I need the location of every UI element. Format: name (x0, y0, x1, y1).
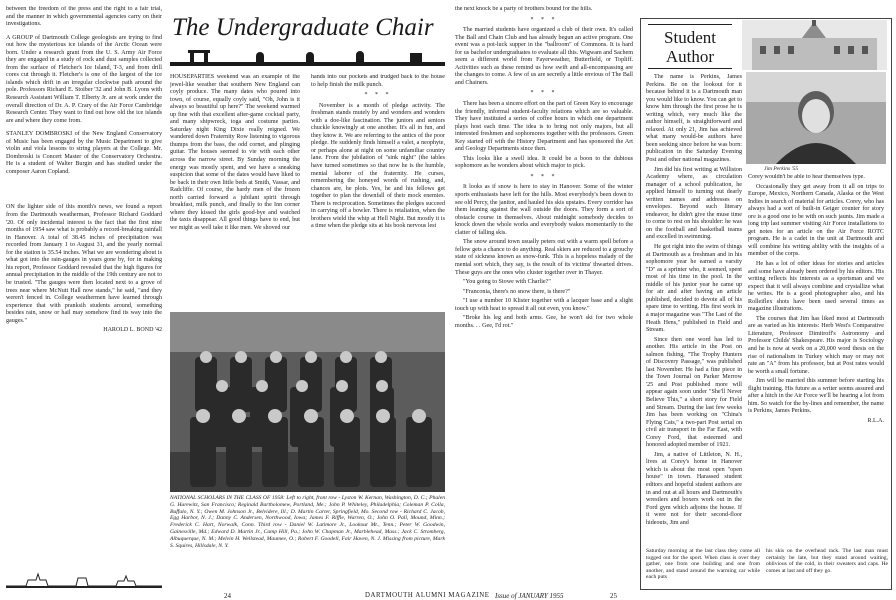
portrait-image (746, 72, 886, 164)
author-paragraph-5: Jim, a native of Littleton, N. H., lives at Corey's home in Hanover which is about the most open "open house" in town. Harassed student editors and hopeful student authors are in and out at all hours and Dartmouth's wrestlers and boxers work out in the Ford gym which adjoins the house. If it were not for their second-floor hideouts, Jim and (646, 451, 742, 526)
paragraph-pledges: November is a month of pledge activity. The freshman stands mutely by and wonders and wonders with a doe-like fascination. The juniors and seniors chuckle knowingly at one another. It's all in fun, and they know it. We are referring to the antics of the poor pledge. He suddenly finds himself a valet, a neophyte, or perhaps alone at night on some unfamiliar country lane. From the jubilation of "sink night" (the tables have turned sometimes so that now he is the humble, menial laborer of the fraternity. He curses, remembering the honeyed words of rushing, and, chances are, he plots. Yes, he and his fellows get together to plan the downfall of their mock enemies. There is reciprocation. Sometimes the pledges succeed in carrying off a bowler. There is retaliation, when the brothers wield the whip at Hell Night. But mostly it is a time when the pledge sits at his book nervous lest (311, 102, 445, 230)
paragraph-snow-funk: The snow around town usually peters out with a warm spell before a fellow gets a chance to do anything. Real skiers are reduced to a grouchy state of sickness known as snow-funk. This is a hopeless malady of the mental sort which, they say, is the result of its victims' thwarted drives. These guys are the ones who cluster together over in Thayer. (455, 239, 633, 276)
paragraph-snow: It looks as if snow is here to stay in Hanover. Some of the winter sports enthusiasts have left for the hills. Most everybody's been down to see old Percy, the janitor, and hauled his skis upstairs. Every corridor has them leaning against the wall outside the doors. They form a sort of obstacle course in themselves. About midnight somebody decides to knock down the whole works and everybody wakes momentarily to the clatter of falling skis. (455, 184, 633, 236)
student-author-title (650, 28, 730, 66)
paragraph-swell-idea: This looks like a swell idea. It could be a boon to the dubious sophomore as he wonders about which major to pick. (455, 155, 633, 170)
quote-broke-leg: "Broke his leg and both arms. Gee, he won't ski for two whole months. . . Gee, I'd rot." (455, 315, 633, 329)
chair-banner-drawing (170, 50, 445, 70)
chair-column-2 (311, 74, 445, 306)
author-paragraph-7: Occasionally they get away from it all on trips to Europe, Mexico, Northern Canada, Alaska or the West Indies in search of material for articles. Corey, who has always had a sort of built-in Geiger counter for story ore is a good one to be with on such jaunts. Jim made a long trip last summer visiting Air Force installations to get notes for an article on the Air Force ROTC program. He is a cadet in the unit at Dartmouth and will combine his writing ability with the insights of a member of the corps. (748, 183, 884, 258)
author-column-2 (748, 174, 884, 544)
jim-perkins-photo (746, 72, 886, 164)
paragraph-press: between the freedom of the press and the right to a fair trial, and the manner in which governmental agencies carry on their investigations. (6, 6, 162, 28)
national-scholars-photo (170, 312, 445, 492)
magazine-name: DARTMOUTH ALUMNI MAGAZINE (365, 592, 490, 599)
building-drawing (742, 20, 887, 70)
paragraph-dombroski: STANLEY DOMBROSKI of the New England Conservatory of Music has been engaged by the Music Department to give violin and viola lessons to string players at the College. Mr. Dombroski is Concert Master of the Conservatory Orchestra. He is a student of Walter Burgin and has studied under the composer Aaron Copland. (6, 131, 162, 175)
title-rule-bottom (648, 68, 732, 69)
section-divider: * * * (530, 90, 558, 97)
page-number-left: 24 (224, 592, 231, 600)
ski-continuation-2: his skis on the overhead rack. The last man must certainly be late, but they stand around waiting, oblivious of the cold, in their sweaters and caps. He comes at last and off they go. (766, 548, 888, 588)
title-line-author: Author (665, 47, 715, 66)
quote-stowe: "You going to Stowe with Charlie?" (463, 279, 551, 286)
paragraph-knock: the next knock be a party of brothers bound for the hills. (455, 6, 593, 12)
page-title: The Undergraduate Chair (172, 14, 434, 41)
left-column (6, 6, 162, 588)
quote-franconia: "Franconia, there's no snow there, is there?" (463, 288, 571, 295)
author-paragraph-1: The name is Perkins, James Perkins. Be on the lookout for it because behind it is a Dartmouth man you would like to know. You can get to know him through the first prose he is writing which, very much like the author himself, is straightforward and relaxed. At only 21, Jim has achieved what many would-be authors have been seeking since before he was born: publication in the Saturday Evening Post and other national magazines. (646, 74, 742, 164)
author-paragraph-2: Jim did his first writing at Williston Academy where, as circulation manager of a school publication, he applied himself to turning out dearly written names and addresses on envelopes. Beyond such literary endeavor, he didn't give the muse time to come to rest on his shoulder: he was on the football and basketball teams and excelled in swimming. (646, 166, 742, 241)
title-line-student: Student (664, 28, 716, 47)
paragraph-rainfall: ON the lighter side of this month's news, we found a report from the Dartmouth weatherman, Professor Richard Goddard '20. Of only incidental interest is the fact that the first nine months of 1954 saw what is probably a record-breaking rainfall in Hanover. A total of 38.45 inches of precipitation was recorded from January 1 to August 31, and the yearly normal for the station is 35.54 inches. What we are wondering about is what got into the rain-gauges in years gone by, for in making his report, Professor Goddard revealed that the high figures for annual precipitation in the middle of the 19th century are not to be trusted. "The gauges were then located next to a grove of trees near where McNutt Hall now stands," he said, "and they weren't fenced in. College weathermen have learned through experience that with pranksih students around, something besides rain, snow or hail may somehow find its way into the gauges." (6, 204, 162, 324)
photo-label: Jim Perkins '55 (764, 166, 799, 172)
section-divider: * * * (530, 16, 558, 23)
author-column-1 (646, 74, 742, 544)
town-drawing (6, 570, 162, 588)
author-paragraph-10: Jim will be married this summer before starting his flight training. His future as a writer seems assured and after a hitch in the Air Force we'll be hearing a lot from him. So watch for the by-lines and remember, the name is Perkins, James Perkins. (748, 378, 884, 415)
paragraph-green-key: There has been a sincere effort on the part of Green Key to encourage the friendly, informal student-faculty relations which are so valuable. They have instituted a series of coffee hours in which one department plays host each time. The idea is to bring not only majors, but all interested freshmen and sophomores together with the professors. Green Key started off with the History Department and has sponsored the Art and Geology Departments since then. (455, 101, 633, 153)
section-divider: * * * (530, 173, 558, 180)
ski-continuation-1: Saturday morning at the last class they come all togged out for the sport. When class is over they gather, one from one building and one from another, and stand around the warming car while each puts (646, 548, 760, 588)
author-paragraph-4: Since then one word has led to another. His article in the Post on salmon fishing, "The Trophy Hunters of Discovery Passage," was published last November. He had a fine piece in the Town Journal on Parker Merrow '25 and Post published more will appear again soon under "She'll Never Believe This," a short story for Field and Stream. During the last few weeks Jim has been working on "China's Flying Cats," a two-part Post serial on civil air transport in the Far East, with Corey Ford, that esteemed and honored adopted member of 1921. (646, 336, 742, 449)
section-divider: * * * (364, 92, 392, 99)
chair-column-1 (170, 74, 300, 306)
quote-klister: "I use a number 10 Klister together with a lacquer base and a slight touch up with heat to spread it all out even, you know." (455, 298, 633, 312)
paragraph-milk-punch: hands into our pockets and trudged back to the house to help finish the milk punch. (311, 74, 445, 88)
issue-date: Issue of JANUARY 1955 (495, 592, 564, 600)
page-number-right: 25 (610, 592, 617, 600)
middle-column (455, 6, 633, 588)
signature-bond: HAROLD L. BOND '42 (103, 327, 162, 334)
group-photo-image (170, 312, 445, 492)
paragraph-houseparties: HOUSEPARTIES weekend was an example of the jewel-like weather that southern New England can coyly produce. The many dates who poured into town, of course, equally coyly said, "Oh, John is it always so beautiful up here?" The weekend warmed up fine with that excellent after-game cocktail party, and many shipwreck, toga and costume parties. Saturday night King Dixie really reigned. We wandered down Fraternity Row listening to vigorous thumps from the bass, the odd cornet, and plinging guitar. The houses seemed to vie with each other across the narrow street. By Sunday morning the energy was mostly spent, and we have a sneaking suspicion that some of the dates would have liked to be back in their own little beds at Smith, Vassar, and Radcliffe. Of course, the hardy men of the frozen north carried forward a jubilant spirit through breakfast, milk punch, and finally to the Inn corner where they kissed the girls good-bye and watched the taxis disappear. All good things have to end, but we might as well take it like men. We shoved our (170, 74, 300, 231)
signature-rla: R.L.A. (867, 417, 884, 424)
paragraph-ball-and-chain: The married students have organized a club of their own. It's called The Ball and Chain Club and has already begun an active program. One event was a pot-luck supper in the "ballroom" of Commons. It is hard for us bachelor undergraduates to evaluate all this. Wigwam and Sachem seem a different world from Fayerweather, Butterfield, or Topliff. Activities such as these remind us how swift and all-encompassing are the changes to come. A few of us are secretly a little envious of The Ball and Chainers. (455, 27, 633, 86)
author-paragraph-8: He has a lot of other ideas for stories and articles and some have already been ordered by his editors. His writing reflects his interests as a sportsman and we expect that it will always combine and crystallize what he writes. He is a good photographer also, and his Rolleiflex shots have been used several times as magazine illustrations. (748, 261, 884, 313)
title-rule-top (648, 24, 732, 25)
photo-caption: NATIONAL SCHOLARS IN THE CLASS OF 1958: Left to right, front row - Lyston W. Kernan, Washington, D. C.; Phalen G. Hurewitz, San Francisco; Reginald Bartholomew, Portland, Me.; John P. Whiteley, Philadelphia; Coleman P. Colla, Buffalo, N. Y.; Owen M. Johnson Jr., Belvidere, Ill.; D. Martin Carter, Springfield, Mo. Second row - Richard C. Jacob, Egg Harbor, N. J.; Danny C. Andersen, Northwood, Iowa; James F. Riffle, Warren, O.; John O. Pall, Mound, Minn.; Frederick C. Hart, Norwalk, Conn. Third row - Daniel W. Latimore Jr., Lookout Mt., Tenn.; Peter W. Goodwin, Gainesville, Md.; Edward D. Martin Jr., Camp Hill, Pa.; John W. Chapman Jr., Marblehead, Mass.; Jack C. Stromberg, Albuquerque, N. M.; Melvin H. Wellstead, Maumee, O.; Robert F. Goodell, Fair Haven, N. J. Missing from picture, Mark S. Squires, Hillsdale, N. Y. (170, 495, 445, 549)
author-paragraph-3: He got right into the swim of things at Dartmouth as a freshman and in his sophomore year he earned a varsity "D" as a sprinter who, it seemed, spent most of his time in the pool. In the middle of his junior year he came up for air and after having an article published, decided to devote all of his spare time to writing. His first work in a major magazine was "The Last of the Heath Hens," published in Field and Stream. (646, 244, 742, 334)
author-paragraph-6: Corey wouldn't be able to hear themselves type. (748, 174, 865, 180)
paragraph-ice-islands: A GROUP of Dartmouth College geologists are trying to find out how the mysterious ice islands of the Arctic Ocean were born. Under a research grant from the U. S. Army Air Force they are engaged in a study of rock and dust samples collected from the surface of Fletcher's Ice Island, T-3, and from drill cores cut through it. Fletcher's is one of the largest of the ice islands which drift in an irregular clockwise path around the pole. Professors Richard E. Stoiber '32 and John B. Lyons with Research Assistant William T. Elberty Jr. are at work under the overall direction of Dr. A. P. Crary of the Air Force Cambridge Research Center. They want to find out how old the ice islands are and where they come from. (6, 34, 162, 124)
author-paragraph-9: The courses that Jim has liked most at Dartmouth are as varied as his interests: Herb West's Comparative Literature, Professor Dimitroff's Astronomy and Professor Childs' Shakespeare. His major is Sociology and he is now at work on a 20,000 word thesis on the rise of nationalism in Turkey which may or may not rate an "A" from his professor, but at Post rates would be worth a small fortune. (748, 315, 884, 375)
